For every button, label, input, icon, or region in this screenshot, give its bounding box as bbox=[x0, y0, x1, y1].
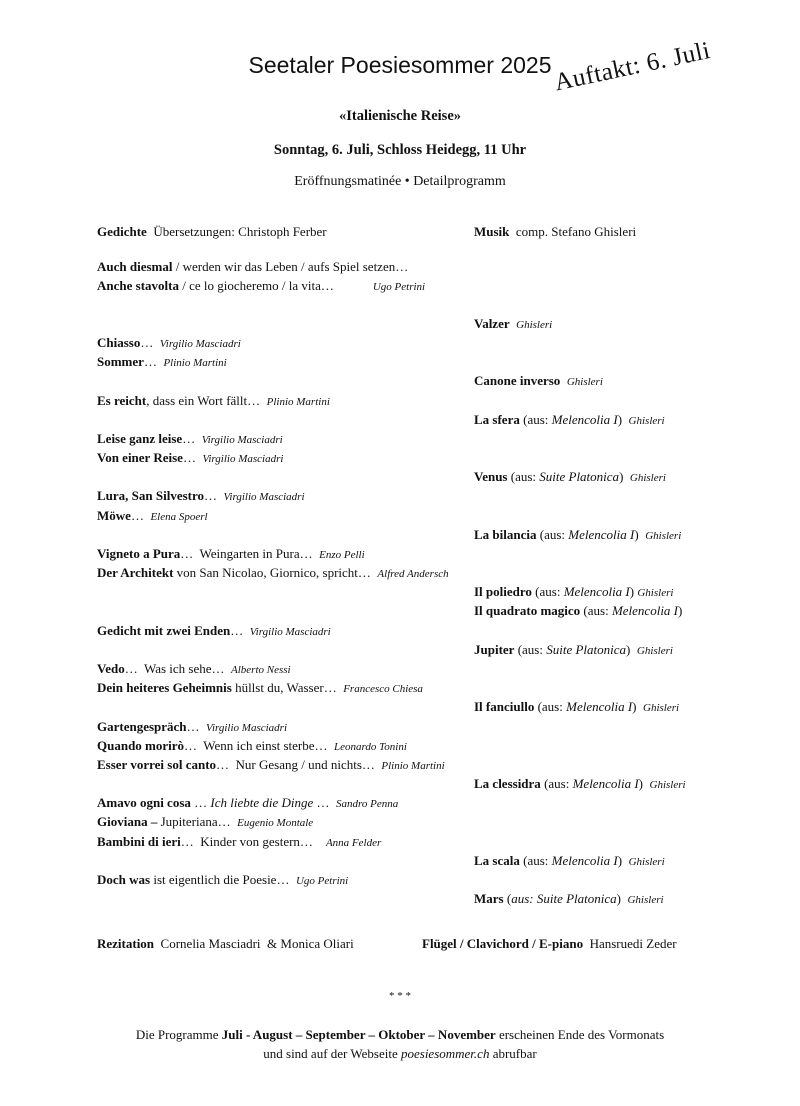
item-text: ) bbox=[619, 469, 630, 484]
item-author: Plinio Martini bbox=[163, 357, 227, 369]
music-item bbox=[474, 642, 673, 659]
item-text: (aus: bbox=[519, 412, 552, 427]
music-item bbox=[474, 776, 686, 793]
item-author: Ghisleri bbox=[629, 472, 666, 484]
item-text: … bbox=[190, 795, 211, 810]
poem-item bbox=[97, 757, 445, 774]
poem-item bbox=[97, 565, 449, 582]
item-text: (aus: bbox=[540, 776, 573, 791]
item-text: / ce lo giocheremo / la vita… bbox=[178, 278, 373, 293]
item-author: Elena Spoerl bbox=[150, 511, 208, 523]
item-title: Auch diesmal bbox=[97, 259, 173, 274]
item-author: Ghisleri bbox=[643, 702, 680, 714]
item-title: Chiasso bbox=[97, 335, 141, 350]
item-author: Ghisleri bbox=[628, 415, 665, 427]
page-title: Seetaler Poesiesommer 2025 bbox=[248, 52, 552, 78]
item-text: … bbox=[313, 795, 337, 810]
item-title: Il poliedro bbox=[474, 584, 532, 599]
item-text: … bbox=[130, 508, 151, 523]
date-line: Sonntag, 6. Juli, Schloss Heidegg, 11 Uhr bbox=[273, 142, 527, 158]
item-author: Virgilio Masciadri bbox=[223, 491, 305, 503]
item-author: Ghisleri bbox=[636, 645, 673, 657]
item-author: Ghisleri bbox=[566, 376, 603, 388]
item-text: … bbox=[186, 719, 207, 734]
item-title: Gedicht mit zwei Enden bbox=[97, 623, 231, 638]
item-text: … Kinder von gestern… bbox=[180, 834, 326, 849]
poem-item bbox=[97, 450, 283, 467]
item-text: … bbox=[182, 450, 203, 465]
piano-label: Flügel / Clavichord / E-piano bbox=[422, 936, 584, 951]
separator-stars: * * * bbox=[389, 990, 411, 1002]
item-author: Anna Felder bbox=[325, 837, 382, 849]
item-title: Gartengespräch bbox=[97, 719, 187, 734]
item-title: Il quadrato magico bbox=[474, 603, 581, 618]
poem-item bbox=[97, 872, 348, 889]
item-title: La scala bbox=[474, 853, 520, 868]
item-title: Doch was bbox=[97, 872, 151, 887]
item-author: Ghisleri bbox=[628, 856, 665, 868]
item-author: Plinio Martini bbox=[266, 396, 330, 408]
footer-text: und sind auf der Webseite bbox=[263, 1046, 401, 1061]
item-title: Valzer bbox=[474, 316, 510, 331]
item-text: … bbox=[140, 335, 160, 350]
stamp-auftakt: Auftakt: 6. Juli bbox=[552, 37, 713, 97]
footer-months: Juli - August – September – Oktober – November bbox=[221, 1027, 496, 1042]
item-text: … bbox=[182, 431, 202, 446]
item-title: Sommer bbox=[97, 354, 144, 369]
item-title: La clessidra bbox=[474, 776, 541, 791]
poem-item bbox=[97, 259, 408, 275]
item-text: aus: Suite Platonica bbox=[511, 891, 617, 906]
item-title: Esser vorrei sol canto bbox=[97, 757, 217, 772]
item-text: … bbox=[143, 354, 164, 369]
poem-item bbox=[97, 814, 313, 831]
website-link[interactable]: poesiesommer.ch bbox=[400, 1046, 490, 1061]
item-title: Musik bbox=[474, 224, 510, 239]
item-text: … Weingarten in Pura… bbox=[180, 546, 320, 561]
item-title: Anche stavolta bbox=[97, 278, 179, 293]
item-title: Es reicht bbox=[97, 393, 147, 408]
item-title: Dein heiteres Geheimnis bbox=[97, 680, 232, 695]
poem-item bbox=[97, 488, 305, 505]
recitation-label: Rezitation bbox=[97, 936, 155, 951]
item-text: ) bbox=[617, 853, 629, 868]
poem-item bbox=[97, 680, 423, 697]
item-title: La bilancia bbox=[474, 527, 537, 542]
item-author: Virgilio Masciadri bbox=[202, 453, 284, 465]
poem-item bbox=[97, 431, 283, 448]
piano-name: Hansruedi Zeder bbox=[583, 936, 677, 951]
item-author: Ugo Petrini bbox=[372, 281, 426, 293]
footer-text: erscheinen Ende des Vormonats bbox=[495, 1027, 665, 1042]
item-text: (aus: bbox=[514, 642, 547, 657]
item-text: comp. Stefano Ghisleri bbox=[509, 224, 637, 239]
music-item bbox=[474, 412, 665, 429]
item-author: Plinio Martini bbox=[381, 760, 445, 772]
item-author: Enzo Pelli bbox=[319, 549, 365, 561]
poem-item bbox=[97, 335, 241, 352]
footer-line-1 bbox=[0, 1027, 800, 1043]
item-title: Möwe bbox=[97, 508, 131, 523]
item-title: Leise ganz leise bbox=[97, 431, 183, 446]
item-title: Von einer Reise bbox=[97, 450, 183, 465]
item-text: ) bbox=[629, 584, 638, 599]
music-item bbox=[474, 699, 679, 716]
item-author: Sandro Penna bbox=[336, 798, 399, 810]
subtitle: «Italienische Reise» bbox=[338, 108, 462, 124]
item-text: Suite Platonica bbox=[539, 469, 620, 484]
item-text: ) bbox=[678, 603, 683, 618]
item-text: ) bbox=[616, 891, 628, 906]
item-text: / werden wir das Leben / aufs Spiel setzen… bbox=[172, 259, 409, 274]
item-author: Alfred Andersch bbox=[377, 568, 449, 580]
item-title: Mars bbox=[474, 891, 504, 906]
item-text: Übersetzungen: Christoph Ferber bbox=[146, 224, 327, 239]
poem-item bbox=[97, 738, 407, 755]
item-author: Ugo Petrini bbox=[295, 875, 349, 887]
poem-item bbox=[97, 661, 291, 678]
item-text: ) bbox=[617, 412, 629, 427]
item-text: von San Nicolao, Giornico, spricht… bbox=[173, 565, 378, 580]
item-text: , dass ein Wort fällt… bbox=[146, 393, 267, 408]
item-text: Jupiteriana… bbox=[157, 814, 238, 829]
item-text: hüllst du, Wasser… bbox=[231, 680, 344, 695]
music-item bbox=[474, 527, 681, 544]
item-author: Ghisleri bbox=[637, 587, 674, 599]
piano-credit bbox=[422, 936, 677, 952]
item-text: (aus: bbox=[531, 584, 564, 599]
item-author: Ghisleri bbox=[645, 530, 682, 542]
poem-item bbox=[97, 719, 287, 736]
item-author: Virgilio Masciadri bbox=[206, 722, 288, 734]
item-text: Ich liebte die Dinge bbox=[210, 795, 314, 810]
music-item bbox=[474, 469, 666, 486]
poem-item bbox=[97, 795, 398, 812]
music-item bbox=[474, 853, 665, 870]
item-author: Francesco Chiesa bbox=[343, 683, 423, 695]
item-text: (aus: bbox=[536, 527, 569, 542]
program-line: Eröffnungsmatinée • Detailprogramm bbox=[294, 174, 506, 189]
item-text: Melencolia I bbox=[572, 776, 639, 791]
item-author: Leonardo Tonini bbox=[334, 741, 407, 753]
music-item bbox=[474, 603, 682, 619]
footer-line-2 bbox=[0, 1046, 800, 1062]
item-author: Ghisleri bbox=[649, 779, 686, 791]
item-text: ) bbox=[626, 642, 637, 657]
poem-item bbox=[97, 278, 425, 295]
item-title: Quando morirò bbox=[97, 738, 185, 753]
item-text: ) bbox=[638, 776, 650, 791]
item-title: Jupiter bbox=[474, 642, 515, 657]
item-text: (aus: bbox=[519, 853, 552, 868]
item-author: Eugenio Montale bbox=[237, 817, 314, 829]
item-author: Ghisleri bbox=[627, 894, 664, 906]
recitation-credit bbox=[97, 936, 354, 952]
music-item bbox=[474, 891, 664, 908]
poem-item bbox=[97, 224, 327, 240]
item-title: Lura, San Silvestro bbox=[97, 488, 205, 503]
item-text: Suite Platonica bbox=[546, 642, 627, 657]
item-text: ( bbox=[503, 891, 512, 906]
item-text: Melencolia I bbox=[551, 412, 618, 427]
item-text: … bbox=[230, 623, 250, 638]
poem-item bbox=[97, 546, 365, 563]
music-item bbox=[474, 224, 636, 240]
footer-text: Die Programme bbox=[135, 1027, 222, 1042]
item-author: Virgilio Masciadri bbox=[201, 434, 283, 446]
item-text: Melencolia I bbox=[611, 603, 679, 618]
item-title: Vedo bbox=[97, 661, 125, 676]
item-title: Vigneto a Pura bbox=[97, 546, 181, 561]
music-item bbox=[474, 373, 603, 390]
item-text: Melencolia I bbox=[566, 699, 633, 714]
poem-item bbox=[97, 508, 208, 525]
item-text: (aus: bbox=[507, 469, 540, 484]
footer-text: abrufbar bbox=[489, 1046, 537, 1061]
poem-item bbox=[97, 393, 330, 410]
item-text: ist eigentlich die Poesie… bbox=[150, 872, 296, 887]
poem-item bbox=[97, 623, 331, 640]
item-author: Virgilio Masciadri bbox=[159, 338, 241, 350]
music-item bbox=[474, 316, 552, 333]
item-title: Il fanciullo bbox=[474, 699, 535, 714]
item-text: (aus: bbox=[580, 603, 612, 618]
item-text: ) bbox=[632, 699, 644, 714]
item-text: … bbox=[204, 488, 224, 503]
item-text: Melencolia I bbox=[563, 584, 630, 599]
item-title: La sfera bbox=[474, 412, 520, 427]
music-item bbox=[474, 584, 673, 601]
item-text: ) bbox=[634, 527, 646, 542]
item-author: Ghisleri bbox=[516, 319, 553, 331]
item-title: Bambini di ieri bbox=[97, 834, 181, 849]
item-text: Melencolia I bbox=[568, 527, 635, 542]
item-title: Amavo ogni cosa bbox=[97, 795, 191, 810]
item-title: Gioviana – bbox=[97, 814, 158, 829]
poem-item bbox=[97, 354, 227, 371]
poem-item bbox=[97, 834, 381, 851]
item-title: Venus bbox=[474, 469, 508, 484]
item-author: Virgilio Masciadri bbox=[249, 626, 331, 638]
item-text: … Wenn ich einst sterbe… bbox=[184, 738, 335, 753]
item-author: Alberto Nessi bbox=[231, 664, 291, 676]
item-text: … Nur Gesang / und nichts… bbox=[216, 757, 382, 772]
recitation-names: Cornelia Masciadri & Monica Oliari bbox=[154, 936, 354, 951]
item-text: Melencolia I bbox=[551, 853, 618, 868]
item-title: Der Architekt bbox=[97, 565, 174, 580]
item-text: … Was ich sehe… bbox=[124, 661, 232, 676]
item-title: Canone inverso bbox=[474, 373, 561, 388]
item-text: (aus: bbox=[534, 699, 567, 714]
item-title: Gedichte bbox=[97, 224, 147, 239]
